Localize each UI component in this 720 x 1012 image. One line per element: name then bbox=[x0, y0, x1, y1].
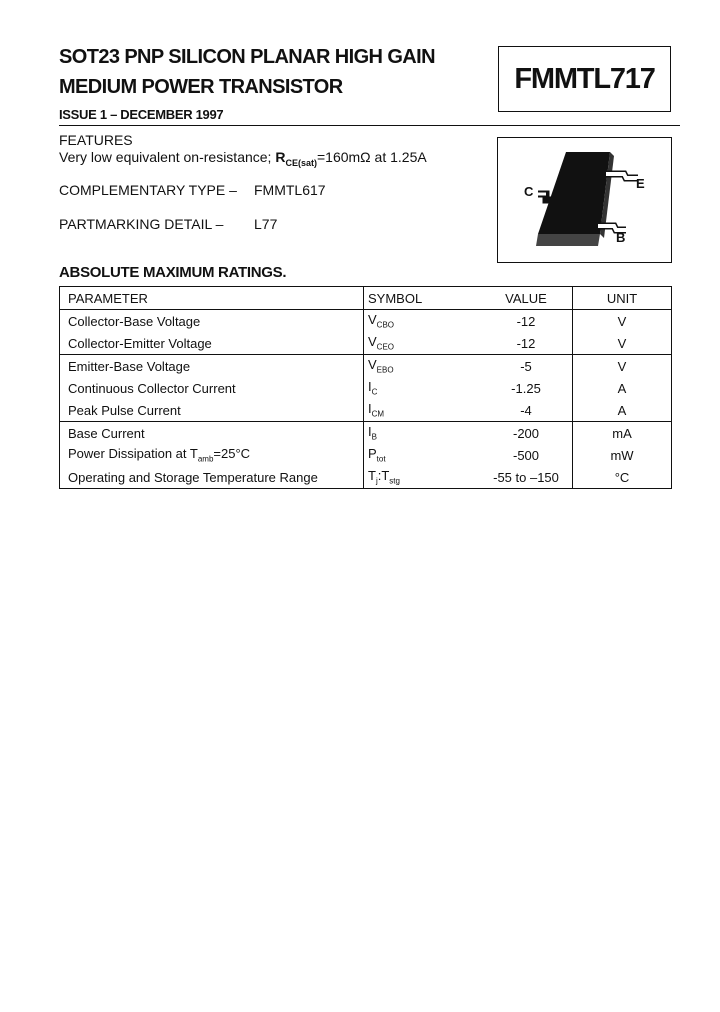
partmarking-label: PARTMARKING DETAIL – bbox=[59, 216, 224, 232]
table-row bbox=[60, 422, 672, 445]
pin-c-label: C bbox=[524, 184, 534, 199]
header-divider bbox=[59, 125, 680, 126]
features-line bbox=[59, 149, 427, 168]
features-suffix: =160mΩ at 1.25A bbox=[316, 149, 427, 165]
col-unit: UNIT bbox=[573, 287, 672, 310]
param-cell: Emitter-Base Voltage bbox=[60, 355, 364, 378]
complementary-value: FMMTL617 bbox=[254, 182, 326, 198]
value-cell: -12 bbox=[516, 335, 536, 351]
symbol-cell: $V_{CEO}$ bbox=[364, 332, 481, 355]
param-cell: Power Dissipation at $T_{amb}=25^\circ C$ bbox=[68, 446, 251, 464]
ratings-table bbox=[59, 286, 672, 489]
sot23-package-icon bbox=[498, 138, 671, 262]
col-parameter: PARAMETER bbox=[68, 290, 148, 306]
value-cell: -500 bbox=[512, 447, 540, 463]
issue-date: ISSUE 1 – DECEMBER 1997 bbox=[59, 107, 224, 122]
symbol-cell: $P_{tot}$ bbox=[364, 444, 481, 466]
features-prefix: Very low equivalent on-resistance; bbox=[59, 149, 276, 165]
complementary-label: COMPLEMENTARY TYPE – bbox=[59, 182, 237, 198]
symbol-cell: $I_B$ bbox=[364, 422, 481, 445]
rce-symbol: $R_{CE(sat)}$ bbox=[275, 149, 317, 168]
part-number: FMMTL717 bbox=[514, 62, 655, 95]
param-cell: Peak Pulse Current bbox=[68, 402, 181, 418]
value-cell: -12 bbox=[480, 310, 573, 333]
unit-cell: A bbox=[573, 399, 672, 422]
symbol-cell: $V_{CBO}$ bbox=[364, 310, 481, 333]
table-row bbox=[60, 399, 672, 422]
symbol-cell: $V_{EBO}$ bbox=[364, 355, 481, 378]
table-row bbox=[60, 377, 672, 399]
features-heading: FEATURES bbox=[59, 132, 133, 148]
table-row bbox=[60, 444, 672, 466]
ratings-heading: ABSOLUTE MAXIMUM RATINGS. bbox=[59, 264, 287, 281]
param-cell: Base Current bbox=[60, 422, 364, 445]
title-line-1: SOT23 PNP SILICON PLANAR HIGH GAIN bbox=[59, 46, 435, 68]
part-number-box bbox=[498, 46, 671, 112]
table-row bbox=[60, 332, 672, 355]
value-cell: -200 bbox=[480, 422, 573, 445]
table-row bbox=[60, 310, 672, 333]
package-drawing bbox=[497, 137, 672, 263]
value-cell: -4 bbox=[520, 402, 532, 418]
unit-cell: A bbox=[573, 377, 672, 399]
value-cell: -55 to –150 bbox=[493, 469, 559, 485]
col-value: VALUE bbox=[505, 290, 547, 306]
symbol-cell: $I_C$ bbox=[364, 377, 481, 399]
symbol-cell: $T_j:T_{stg}$ bbox=[364, 466, 481, 489]
title-line-2: MEDIUM POWER TRANSISTOR bbox=[59, 76, 343, 98]
param-cell: Operating and Storage Temperature Range bbox=[68, 469, 318, 485]
param-cell: Collector-Emitter Voltage bbox=[68, 335, 212, 351]
value-cell: -5 bbox=[480, 355, 573, 378]
unit-cell: mW bbox=[573, 444, 672, 466]
table-header-row bbox=[60, 287, 672, 310]
param-cell: Collector-Base Voltage bbox=[60, 310, 364, 333]
unit-cell: V bbox=[573, 355, 672, 378]
unit-cell: V bbox=[573, 310, 672, 333]
value-cell: -1.25 bbox=[511, 380, 541, 396]
table-row bbox=[60, 355, 672, 378]
partmarking-value: L77 bbox=[254, 216, 278, 232]
unit-cell: mA bbox=[573, 422, 672, 445]
param-cell: Continuous Collector Current bbox=[68, 380, 236, 396]
col-symbol: SYMBOL bbox=[364, 287, 481, 310]
pin-b-label: B bbox=[616, 230, 626, 245]
unit-cell: V bbox=[573, 332, 672, 355]
unit-cell: °C bbox=[573, 466, 672, 489]
table-row bbox=[60, 466, 672, 489]
pin-e-label: E bbox=[636, 176, 645, 191]
symbol-cell: $I_{CM}$ bbox=[364, 399, 481, 422]
